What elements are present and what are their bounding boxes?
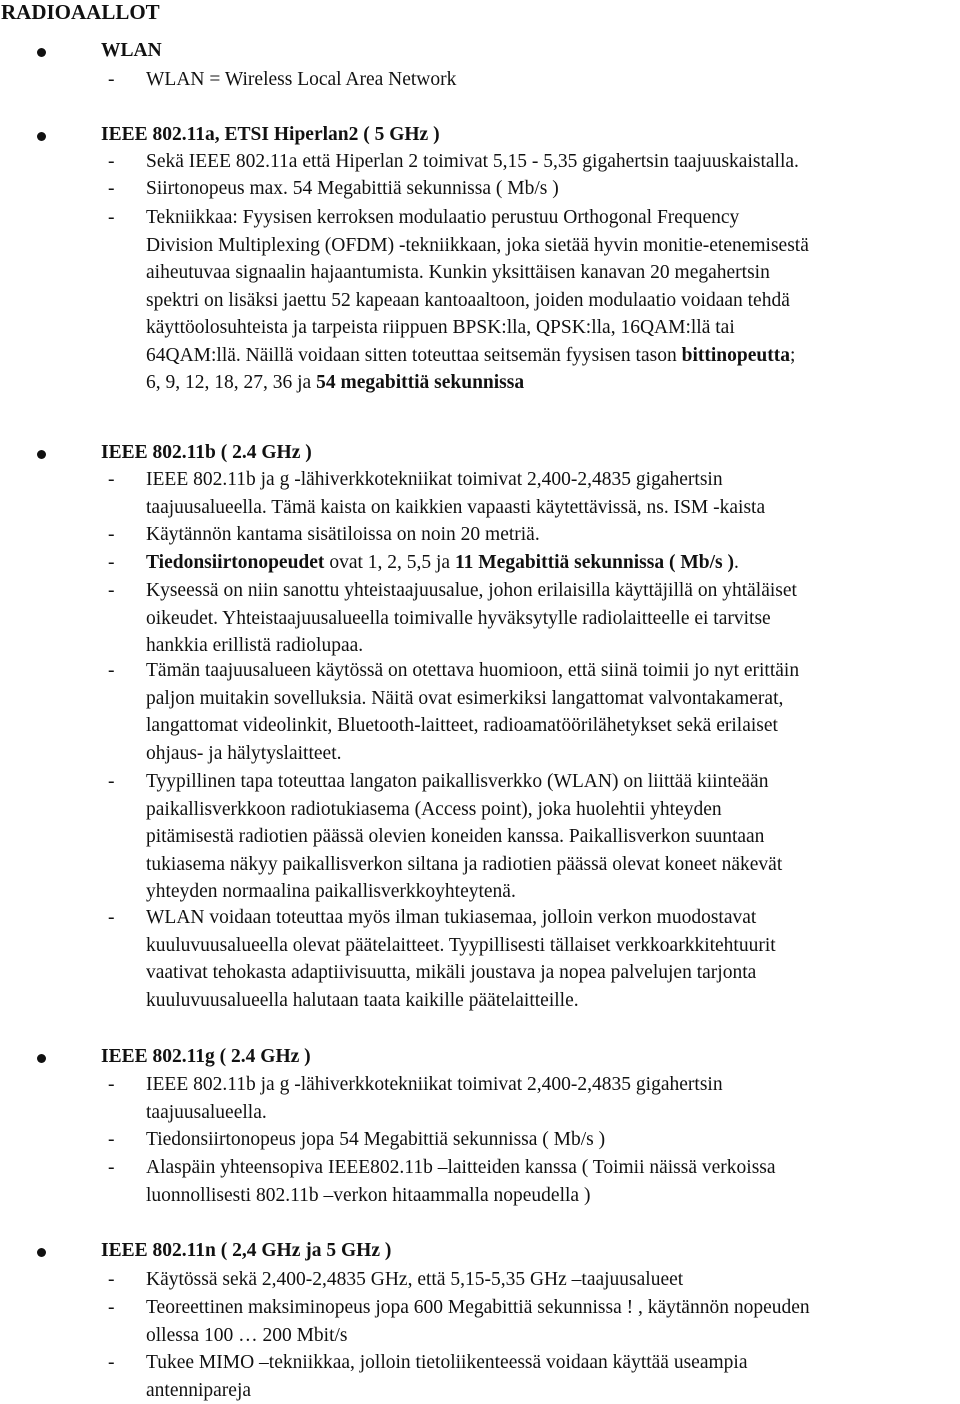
- bold-11-megabittia: 11 Megabittiä sekunnissa ( Mb/s ): [454, 552, 734, 573]
- dash-marker: -: [108, 552, 115, 573]
- dash-marker: -: [108, 1074, 115, 1095]
- dash-marker: -: [108, 1157, 115, 1178]
- bullet-icon: [37, 132, 46, 141]
- bullet-icon: [37, 1054, 46, 1063]
- bullet-icon: [37, 1248, 46, 1257]
- dash-marker: -: [108, 151, 115, 172]
- dash-marker: -: [108, 524, 115, 545]
- dash-marker: -: [108, 1297, 115, 1318]
- dash-marker: -: [108, 69, 115, 90]
- bold-tiedonsiirtonopeudet: Tiedonsiirtonopeudet: [146, 552, 325, 573]
- dash-marker: -: [108, 469, 115, 490]
- bold-54-megabittia: 54 megabittiä sekunnissa: [316, 372, 525, 393]
- bold-bittinopeutta: bittinopeutta: [681, 344, 790, 366]
- document-page: RADIOAALLOT WLAN - WLAN = Wireless Local Area Network IEEE 802.11a, ETSI Hiperlan2 ( 5 GHz ) - Sekä IEEE 802.11a että Hiperlan 2 toimivat 5,15 - 5,35 gigahertsin taajuuskaistalla. - Siirtonopeus max. 54 Megabittiä sekunnissa ( Mb/s ) - Tekniikkaa: Fyysisen kerroksen modulaatio perustuu Orthogonal Frequency Division Multiplexing (OFDM) -tekniikkaan, joka sietää hyvin monitie-etenemisestä aiheutuvaa signaalin hajaantumista. Kunkin yksittäisen kanavan 20 megahertsin spektri on lisäksi jaettu 52 kapeaan kantoaaltoon, joiden modulaatio voidaan tehdä käyttöolosuhteista ja tarpeista riippuen BPSK:lla, QPSK:lla, 16QAM:llä tai 64QAM:llä. Näillä voidaan sitten toteuttaa seitsemän fyysisen tason bittinopeutta; 6, 9, 12, 18, 27, 36 ja 54 megabittiä sekunnissa IEEE 802.11b ( 2.4 GHz ) - IEEE 802.11b ja g -lähiverkkotekniikat toimivat 2,400-2,4835 gigahertsin taajuusalueella. Tämä kaista on kaikkien vapaasti käytettävissä, ns. ISM -kaista - Käytännön kantama sisätiloissa on noin 20 metriä. - Tiedonsiirtonopeudet ovat 1, 2, 5,5 ja 11 Megabittiä sekunnissa ( Mb/s ). - Kyseessä on niin sanottu yhteistaajuusalue, johon erilaisilla käyttäjillä on yhtäläiset oikeudet. Yhteistaajuusalueella toimivalle hyväksytylle radiolaitteelle ei tarvitse hankkia erillistä radiolupaa. - Tämän taajuusalueen käytössä on otettava huomioon, että siinä toimii jo nyt erittäin paljon muitakin sovelluksia. Näitä ovat esimerkiksi langattomat valvontakamerat, langattomat videolinkit, Bluetooth-laitteet, radioamatöörilähetykset sekä erilaiset ohjaus- ja hälytyslaitteet. - Tyypillinen tapa toteuttaa langaton paikallisverkko (WLAN) on liittää kiinteään paikallisverkkoon radiotukiasema (Access point), joka huolehtii yhteyden pitämisestä radiotien päässä olevien koneiden kanssa. Paikallisverkon suuntaan tukiasema näkyy paikallisverkon siltana ja radiotien päässä olevat koneet näkevät yhteyden normaalina paikallisverkkoyhteytenä. - WLAN voidaan toteuttaa myös ilman tukiasemaa, jolloin verkon muodostavat kuuluvuusalueella olevat päätelaitteet. Tyypillisesti tällaiset verkkoarkkitehtuurit vaativat tehokasta adaptiivisuutta, mikäli joustava ja nopea palvelujen tarjonta kuuluvuusalueella halutaan taata kaikille päätelaitteille. IEEE 802.11g ( 2.4 GHz ) - IEEE 802.11b ja g -lähiverkkotekniikat toimivat 2,400-2,4835 gigahertsin taajuusalueella. - Tiedonsiirtonopeus jopa 54 Megabittiä sekunnissa ( Mb/s ) - Alaspäin yhteensopiva IEEE802.11b –laitteiden kanssa ( Toimii näissä verkoissa luonnollisesti 802.11b –verkon hitaammalla nopeudella ) IEEE 802.11n ( 2,4 GHz ja 5 GHz ) - Käytössä sekä 2,400-2,4835 GHz, että 5,15-5,35 GHz –taajuusalueet - Teoreettinen maksiminopeus jopa 600 Megabittiä sekunnissa ! , käytännön nopeuden ollessa 100 … 200 Mbit/s - Tukee MIMO –tekniikkaa, jolloin tietoliikenteessä voidaan käyttää useampia antennipareja: [1, 0, 810, 1401]
- bullet-icon: [37, 48, 46, 57]
- dash-marker: -: [108, 1352, 115, 1373]
- dash-marker: -: [108, 580, 115, 601]
- dash-marker: -: [108, 1269, 115, 1290]
- dash-marker: -: [108, 660, 115, 681]
- dash-marker: -: [108, 907, 115, 928]
- dash-marker: -: [108, 207, 115, 228]
- dash-marker: -: [108, 178, 115, 199]
- dash-marker: -: [108, 771, 115, 792]
- dash-marker: -: [108, 1129, 115, 1150]
- page-title: RADIOAALLOT: [1, 0, 160, 24]
- bullet-icon: [37, 450, 46, 459]
